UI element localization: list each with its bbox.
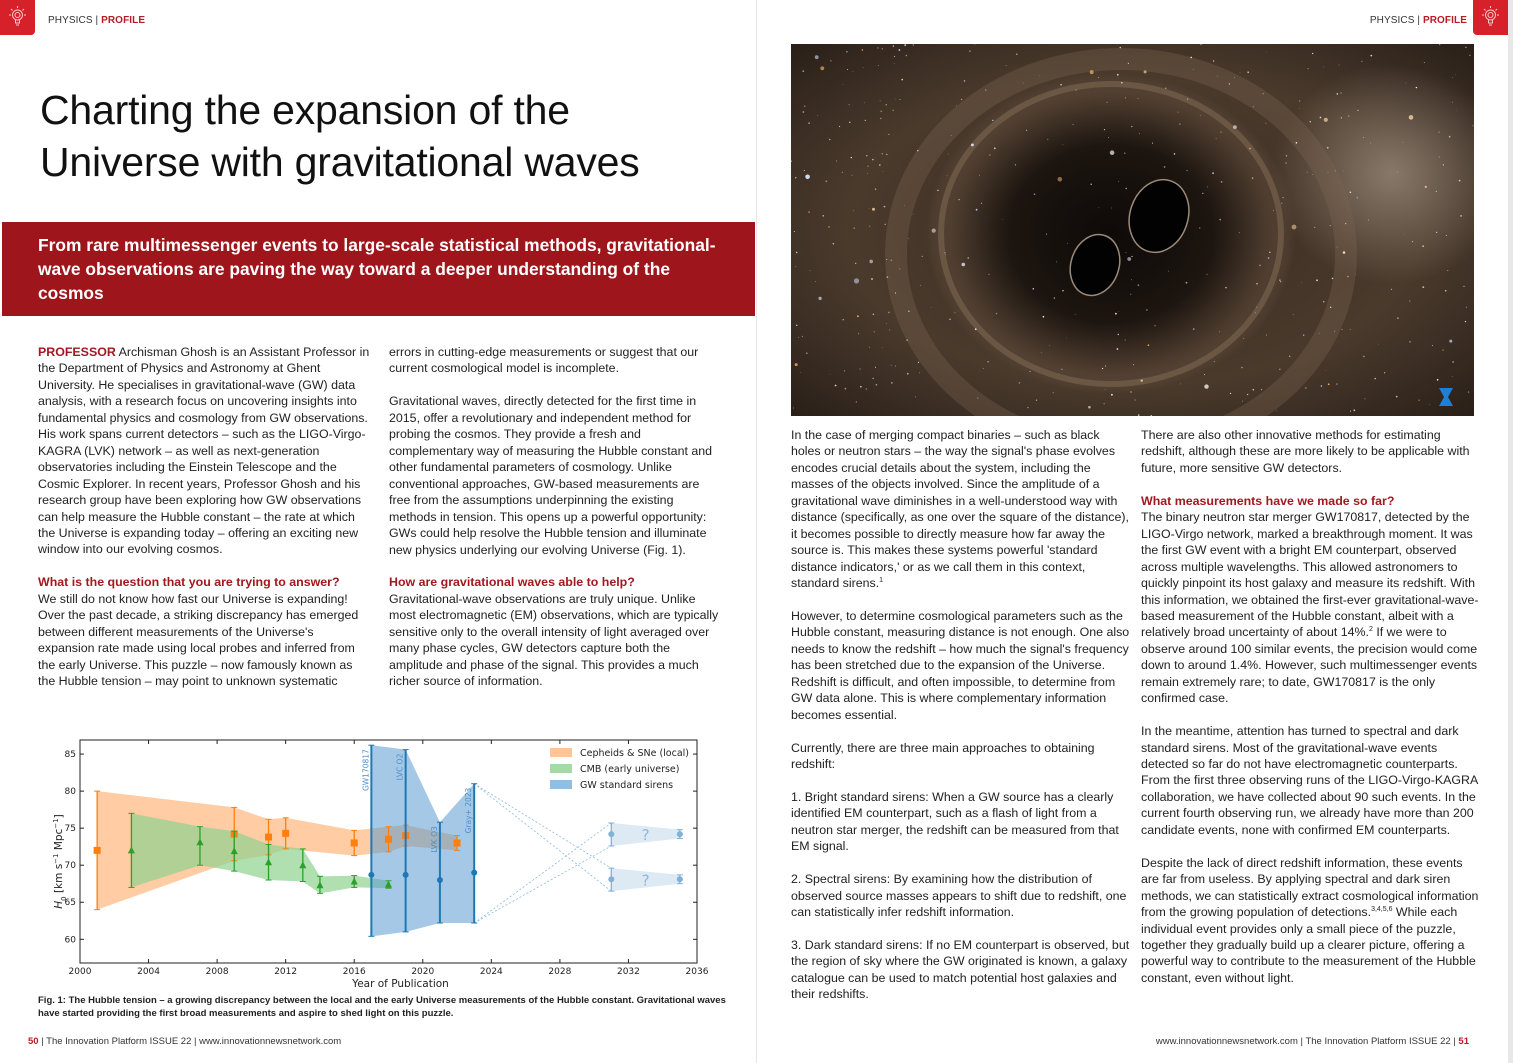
data-point-circle — [437, 877, 443, 883]
binaries-paragraph — [791, 427, 1131, 592]
page-number-right: 51 — [1458, 1036, 1469, 1047]
gw-event-label: GW170817 — [361, 749, 371, 792]
running-header-right — [1370, 15, 1467, 26]
y-tick-label: 80 — [64, 787, 76, 798]
legend-swatch — [550, 780, 572, 789]
binaries-text: In the case of merging compact binaries – such as black holes or neutron stars – the way the signal's phase evolves encodes crucial details about the system, including the masses of the objects involved. Since the amplitude of a gravitational wave diminishes in a well-understood way with distance (specifically, as one over the square of the distance), it becomes possible to directly measure how far away the source is. This makes these systems powerful 'standard distance indicators,' or as we call them in this context, standard sirens. — [791, 428, 1129, 591]
despite-paragraph — [1141, 855, 1481, 987]
running-header — [48, 15, 145, 26]
footer-right-text: www.innovationnewsnetwork.com | The Innovation Platform ISSUE 22 | — [1155, 1036, 1459, 1047]
footer-right — [1156, 1036, 1469, 1047]
page-number-left: 50 — [28, 1036, 39, 1047]
projection-line — [474, 784, 611, 868]
y-tick-label: 65 — [64, 898, 76, 909]
x-tick-label: 2020 — [411, 967, 435, 977]
data-point-circle — [677, 831, 683, 837]
header-separator: | — [95, 15, 99, 26]
projection-line — [474, 784, 611, 891]
measurements-paragraph — [1141, 509, 1481, 706]
x-tick-label: 2032 — [616, 967, 640, 977]
y-axis-label-part: −1 — [52, 853, 60, 864]
y-tick-label: 75 — [64, 824, 76, 835]
legend-entry: GW standard sirens — [580, 780, 674, 791]
standfirst-text: From rare multimessenger events to large-scale statistical methods, gravitational-wave observations are paving the way toward a deeper understanding of the cosmos — [38, 235, 716, 303]
data-point-square — [282, 830, 289, 837]
lightbulb-icon — [0, 0, 35, 35]
measurements-text-b: If we were to observe around 100 similar events, the precision would come down to around 1.4%. However, such multimessenger events remain extremely rare; to date, GW170817 is the only confirmed case. — [1141, 625, 1478, 706]
however-paragraph: However, to determine cosmological parameters such as the Hubble constant, measuring distance is not enough. One also needs to know the redshift – how much the signal's frequency has been stretched due to the expansion of the Universe. Redshift is difficult, and often impossible, to determine from GW data alone. This is where complementary information becomes essential. — [791, 608, 1130, 722]
data-point-circle — [403, 872, 409, 878]
data-point-circle — [677, 876, 683, 882]
category-label-right: PROFILE — [1422, 15, 1467, 26]
data-point-circle — [608, 831, 614, 837]
projection-line — [474, 846, 611, 923]
x-tick-label: 2036 — [685, 967, 709, 977]
y-tick-label: 85 — [64, 750, 76, 761]
figure-caption: Fig. 1: The Hubble tension – a growing discrepancy between the local and the early Universe measurements of the Hubble constant. Gravitational waves have started providing the first broad measurements and aspire to shed light on this puzzle. — [38, 995, 726, 1019]
y-axis-label-part: −1 — [52, 818, 60, 829]
x-tick-label: 2012 — [274, 967, 298, 977]
list-item-dark-sirens: 3. Dark standard sirens: If no EM counterpart is observed, but the region of sky where the GW originated is known, a galaxy catalogue can be used to match potential host galaxies and their redshifts. — [791, 937, 1130, 1002]
left-page — [0, 0, 756, 1063]
y-tick-label: 70 — [64, 861, 76, 872]
column-2 — [389, 344, 724, 690]
legend-entry: CMB (early universe) — [580, 764, 680, 775]
list-item-bright-sirens: 1. Bright standard sirens: When a GW source has a clearly identified EM counterpart, such as a flash of light from a neutron star merger, the redshift can be measured from that EM signal. — [791, 789, 1119, 854]
section-label-right: PHYSICS — [1369, 15, 1415, 26]
y-axis-label-part: H — [53, 900, 65, 909]
question-mark-annotation: ? — [641, 826, 650, 845]
x-tick-label: 2028 — [548, 967, 572, 977]
x-tick-label: 2004 — [137, 967, 161, 977]
data-point-circle — [368, 872, 374, 878]
hubble-tension-chart — [30, 738, 730, 990]
column-3 — [791, 427, 1131, 1003]
intro-paragraph — [38, 344, 373, 558]
y-axis-label-part: [km s — [53, 863, 65, 897]
data-point-circle — [608, 876, 614, 882]
x-tick-label: 2008 — [205, 967, 229, 977]
article-title — [40, 84, 740, 188]
x-axis-label: Year of Publication — [352, 978, 449, 990]
data-point-square — [94, 847, 101, 854]
standfirst-banner — [2, 222, 755, 316]
projection-line — [474, 823, 611, 923]
question-mark-annotation: ? — [641, 871, 650, 890]
category-label: PROFILE — [101, 15, 146, 26]
title-line-1: Charting the expansion of the — [40, 87, 570, 133]
reference-1: 1 — [879, 576, 884, 584]
lightbulb-icon-right — [1473, 0, 1508, 35]
data-point-square — [454, 839, 461, 846]
legend-entry: Cepheids & SNe (local) — [580, 748, 689, 759]
currently-paragraph: Currently, there are three main approaches to obtaining redshift: — [791, 740, 1095, 772]
despite-text-a: Despite the lack of direct redshift information, these events are far from useless. By applying spectral and dark siren methods, we can statistically extract cosmological information from the growing population of detections. — [1141, 855, 1479, 920]
title-line-2: Universe with gravitational waves — [40, 139, 640, 185]
legend-swatch — [550, 764, 572, 773]
gw-event-label: Gray+ 2023 — [464, 787, 474, 834]
question-body-1: We still do not know how fast our Universe is expanding! Over the past decade, a striking discrepancy has emerged between different measurements of the Universe's expansion rate made using local probes and inferred from the early Universe. This puzzle – now famously known as the Hubble tension – may point to unknown systematic — [38, 591, 359, 689]
gw-paragraph: Gravitational waves, directly detected for the first time in 2015, offer a revolutionary and independent method for probing the cosmos. They provide a fresh and complementary way of measuring the Hubble constant and other fundamental parameters of cosmology. Unlike conventional approaches, GW-based measurements are free from the assumptions underpinning the existing methods in tension. This opens up a powerful opportunity: GWs could help resolve the Hubble tension and illuminate new physics underlying our evolving Universe (Fig. 1). — [389, 394, 713, 557]
intro-lead: PROFESSOR — [38, 345, 116, 359]
data-point-circle — [471, 870, 477, 876]
legend-swatch — [550, 748, 572, 757]
column-1 — [38, 344, 373, 690]
list-item-spectral-sirens: 2. Spectral sirens: By examining how the distribution of observed source masses appears to shift due to redshift, one can statistically infer redshift information. — [791, 872, 1127, 920]
y-axis-label-part: 0 — [60, 896, 68, 901]
question-heading-1: What is the question that you are trying to answer? — [38, 575, 340, 590]
question-body-1-continued: errors in cutting-edge measurements or suggest that our current cosmological model is incomplete. — [389, 344, 699, 376]
gw-event-label: LVC O2 — [395, 753, 405, 781]
footer-left-text: | The Innovation Platform ISSUE 22 | www.innovationnewsnetwork.com — [38, 1036, 342, 1047]
x-tick-label: 2016 — [342, 967, 366, 977]
other-methods-paragraph: There are also other innovative methods for estimating redshift, although these are more likely to be applicable with future, more sensitive GW detectors. — [1141, 428, 1470, 475]
black-hole-merger-image — [791, 44, 1474, 416]
despite-text-b: While each individual event provides only a small piece of the puzzle, together they gradually build up a clearer picture, offering a powerful way to contribute to the measurement of the Hubble constant, even without light. — [1141, 905, 1476, 985]
reference-3-6: 3,4,5,6 — [1371, 905, 1393, 913]
column-4 — [1141, 427, 1481, 986]
data-point-square — [351, 839, 358, 846]
question-heading-2: How are gravitational waves able to help? — [389, 575, 635, 590]
intro-body: Archisman Ghosh is an Assistant Professor in the Department of Physics and Astronomy at Ghent University. He specialises in gravitational-wave (GW) data analysis, with a research focus on uncovering insights into fundamental physics and cosmology from GW observations. His work spans current detectors – such as the LIGO-Virgo-KAGRA (LVK) network – as well as next-generation observatories including the Einstein Telescope and the Cosmic Explorer. In recent years, Professor Ghosh and his research group have been exploring how GW observations can help measure the Hubble constant – the rate at which the Universe is expanding today – offering an exciting new window into our evolving cosmos. — [38, 345, 370, 557]
question-body-2: Gravitational-wave observations are truly unique. Unlike most electromagnetic (EM) observations, which are typically sensitive only to the overall intensity of light averaged over many phase cycles, GW detectors capture both the amplitude and phase of the signal. This provides a much richer source of information. — [389, 591, 719, 689]
measurements-text-a: The binary neutron star merger GW170817, detected by the LIGO-Virgo network, marked a breakthrough moment. It was the first GW event with a bright EM counterpart, observed across multiple wavelengths. This allowed astronomers to quickly pinpoint its host galaxy and measure its redshift. With this information, we obtained the first-ever gravitational-wave-based measurement of the Hubble constant, albeit with a relatively broad uncertainty of about 14%. — [1141, 510, 1479, 640]
gw-event-label: LVK O3 — [429, 826, 439, 853]
meantime-paragraph: In the meantime, attention has turned to spectral and dark standard sirens. Most of the gravitational-wave events detected so far do not have electromagnetic counterparts. From the first three observing runs of the LIGO-Virgo-KAGRA collaboration, we have collected about 90 such events. In the current fourth observing run, we already have more than 200 candidate events, none with confirmed EM counterparts. — [1141, 724, 1478, 837]
data-point-square — [385, 836, 392, 843]
x-tick-label: 2000 — [68, 967, 92, 977]
section-label: PHYSICS — [48, 15, 93, 26]
y-axis-label-part: ] — [53, 814, 65, 819]
continued-text — [389, 344, 724, 377]
x-tick-label: 2024 — [479, 967, 503, 977]
data-point-square — [265, 834, 272, 841]
y-axis-label-part: Mpc — [53, 828, 65, 854]
reference-2: 2 — [1369, 626, 1373, 634]
y-tick-label: 60 — [64, 935, 76, 946]
question-heading-3: What measurements have we made so far? — [1141, 493, 1395, 508]
header-separator-right: | — [1417, 15, 1421, 26]
page-edge — [1508, 0, 1513, 1063]
footer-left — [28, 1036, 341, 1047]
